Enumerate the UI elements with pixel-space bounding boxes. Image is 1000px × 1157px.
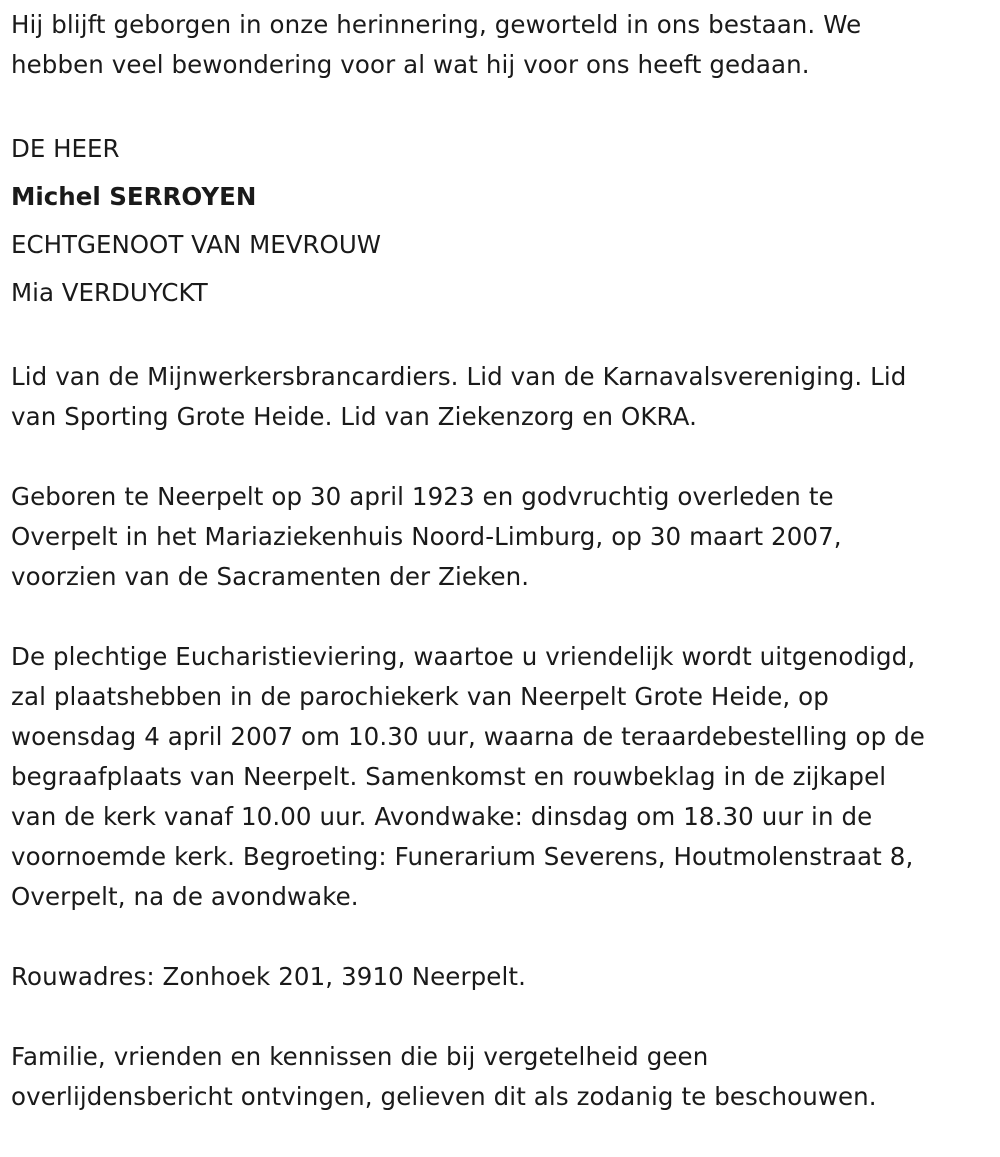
text-line: Familie, vrienden en kennissen die bij vergetelheid geen: [11, 1042, 709, 1071]
text-line: voorzien van de Sacramenten der Zieken.: [11, 562, 530, 591]
spouse-name: Mia VERDUYCKT: [11, 278, 208, 307]
text-line: overlijdensbericht ontvingen, gelieven dit als zodanig te beschouwen.: [11, 1082, 877, 1111]
text-line: Overpelt in het Mariaziekenhuis Noord-Limburg, op 30 maart 2007,: [11, 522, 842, 551]
text-line: hebben veel bewondering voor al wat hij voor ons heeft gedaan.: [11, 50, 810, 79]
ceremony-paragraph: [11, 637, 993, 917]
text-line: Geboren te Neerpelt op 30 april 1923 en godvruchtig overleden te: [11, 482, 834, 511]
birth-death-paragraph: [11, 477, 993, 597]
text-line: Overpelt, na de avondwake.: [11, 882, 359, 911]
honorific-prefix: DE HEER: [11, 134, 120, 163]
memberships-paragraph: [11, 357, 993, 437]
text-line: begraafplaats van Neerpelt. Samenkomst en rouwbeklag in de zijkapel: [11, 762, 887, 791]
text-line: van de kerk vanaf 10.00 uur. Avondwake: dinsdag om 18.30 uur in de: [11, 802, 873, 831]
text-line: voornoemde kerk. Begroeting: Funerarium Severens, Houtmolenstraat 8,: [11, 842, 914, 871]
closing-paragraph: [11, 1037, 993, 1117]
text-line: Lid van de Mijnwerkersbrancardiers. Lid van de Karnavalsvereniging. Lid: [11, 362, 907, 391]
text-line: woensdag 4 april 2007 om 10.30 uur, waarna de teraardebestelling op de: [11, 722, 925, 751]
intro-paragraph: [11, 5, 993, 85]
relation-text: ECHTGENOOT VAN MEVROUW: [11, 230, 382, 259]
text-line: De plechtige Eucharistieviering, waartoe u vriendelijk wordt uitgenodigd,: [11, 642, 916, 671]
deceased-name: Michel SERROYEN: [11, 182, 257, 211]
text-line: zal plaatshebben in de parochiekerk van Neerpelt Grote Heide, op: [11, 682, 829, 711]
address-paragraph: [11, 957, 993, 997]
text-line: van Sporting Grote Heide. Lid van Ziekenzorg en OKRA.: [11, 402, 697, 431]
text-line: Rouwadres: Zonhoek 201, 3910 Neerpelt.: [11, 962, 526, 991]
obituary-document: [11, 5, 993, 1157]
deceased-block: [11, 125, 993, 317]
text-line: Hij blijft geborgen in onze herinnering, geworteld in ons bestaan. We: [11, 10, 862, 39]
